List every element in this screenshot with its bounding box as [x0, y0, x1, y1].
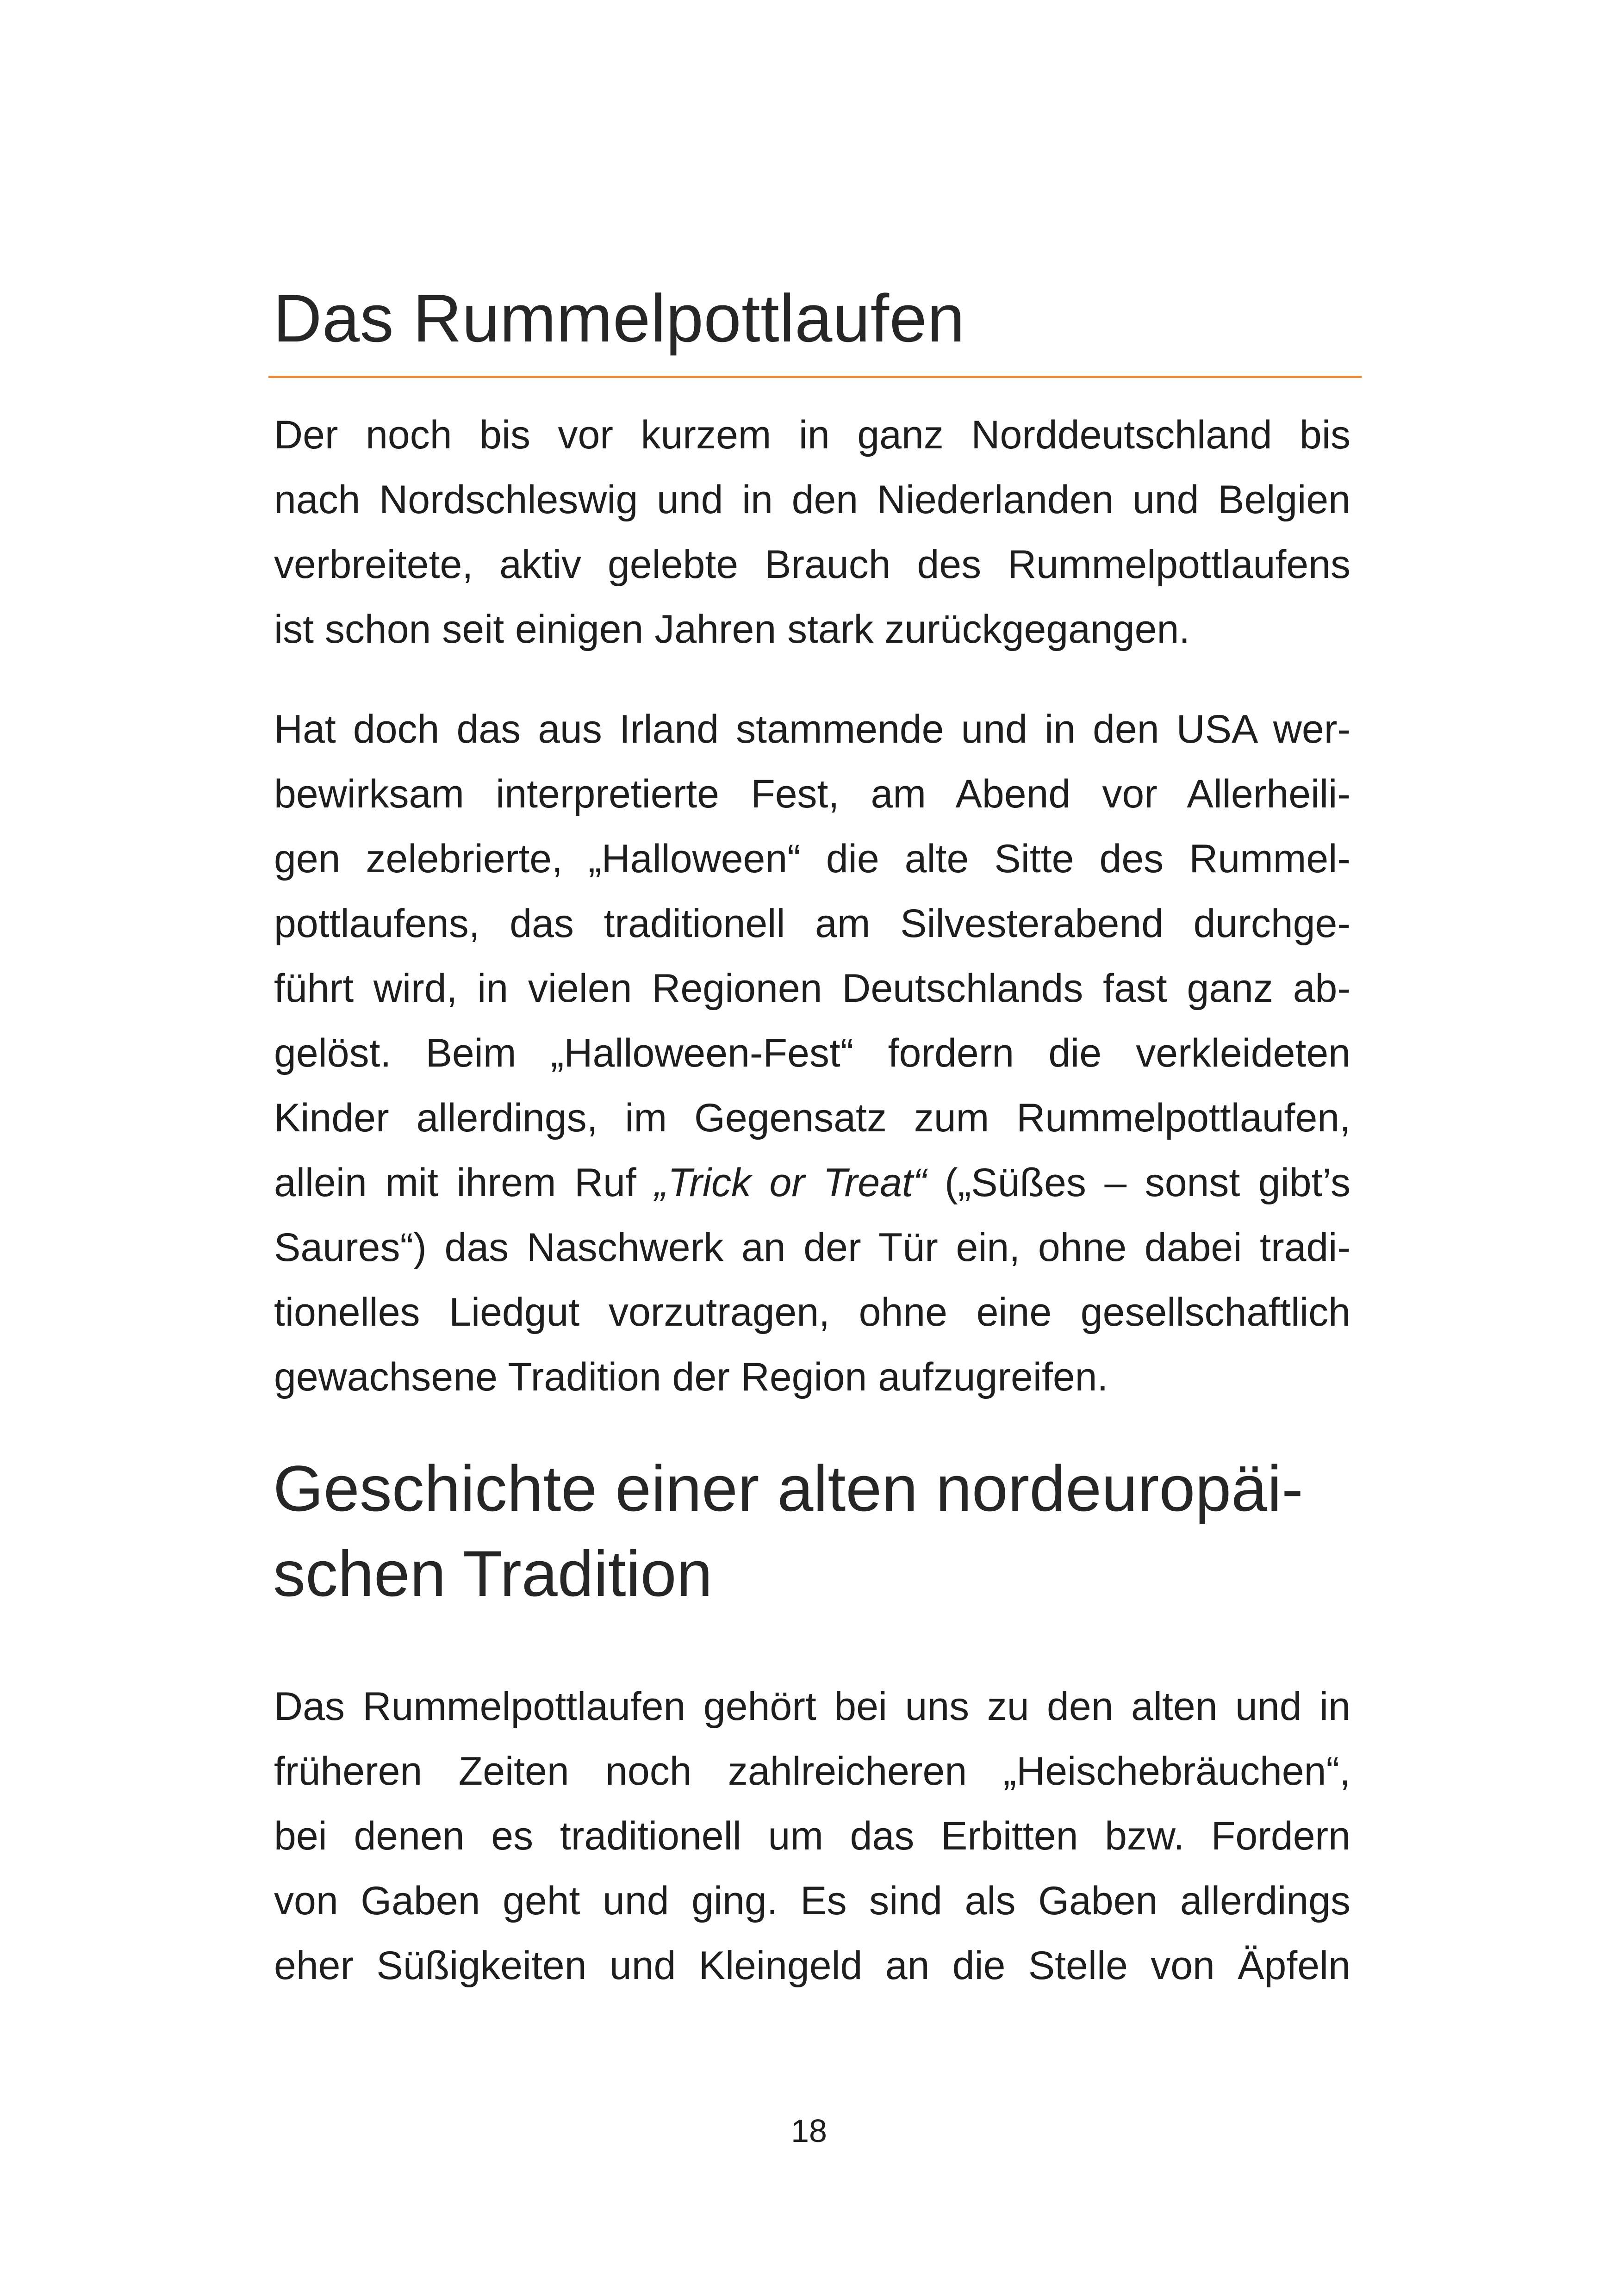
text-line: Das Rummelpottlaufen gehört bei uns zu den alten und in [274, 1684, 1350, 1729]
text-line: tionelles Liedgut vorzutragen, ohne eine gesellschaftlich [274, 1290, 1350, 1334]
section-title: Das Rummelpottlaufen [273, 280, 965, 356]
text-line: früheren Zeiten noch zahlreicheren „Heischebräuchen“, [274, 1749, 1350, 1793]
text-line: pottlaufens, das traditionell am Silvesterabend durchge- [274, 901, 1350, 946]
title-underline-divider [268, 376, 1362, 378]
text-line: Der noch bis vor kurzem in ganz Norddeutschland bis [274, 413, 1350, 457]
text-line: verbreitete, aktiv gelebte Brauch des Rummelpottlaufens [274, 542, 1350, 587]
subsection-title [273, 1446, 1384, 1616]
text-line: ist schon seit einigen Jahren stark zurückgegangen. [274, 607, 1190, 652]
text-line: Saures“) das Naschwerk an der Tür ein, ohne dabei tradi- [274, 1225, 1350, 1270]
text-line: eher Süßigkeiten und Kleingeld an die Stelle von Äpfeln [274, 1943, 1350, 1988]
text-line: gewachsene Tradition der Region aufzugreifen. [274, 1355, 1108, 1399]
text-line-with-quote [274, 1150, 1350, 1215]
paragraph-history [274, 1674, 1350, 1998]
paragraph-intro [274, 403, 1350, 662]
subsection-title-line: schen Tradition [273, 1537, 713, 1610]
text-line: nach Nordschleswig und in den Niederlanden und Belgien [274, 478, 1350, 522]
text-segment: („Süßes – sonst gibt’s [926, 1160, 1350, 1205]
text-line: führt wird, in vielen Regionen Deutschlands fast ganz ab- [274, 966, 1350, 1011]
text-line: Hat doch das aus Irland stammende und in den USA wer- [274, 707, 1350, 751]
paragraph-halloween [274, 697, 1350, 1409]
subsection-title-line: Geschichte einer alten nordeuropäi- [273, 1452, 1303, 1525]
text-line: bei denen es traditionell um das Erbitten bzw. Fordern [274, 1814, 1350, 1858]
text-line: gelöst. Beim „Halloween-Fest“ fordern die verkleideten [274, 1031, 1350, 1075]
italic-phrase: „Trick or Treat“ [654, 1160, 927, 1205]
text-line: Kinder allerdings, im Gegensatz zum Rummelpottlaufen, [274, 1096, 1350, 1140]
text-line: bewirksam interpretierte Fest, am Abend vor Allerheili- [274, 772, 1350, 816]
page-number: 18 [791, 2113, 827, 2149]
text-segment: allein mit ihrem Ruf [274, 1160, 655, 1205]
text-line: gen zelebrierte, „Halloween“ die alte Sitte des Rummel- [274, 837, 1350, 881]
text-line: von Gaben geht und ging. Es sind als Gaben allerdings [274, 1879, 1350, 1923]
